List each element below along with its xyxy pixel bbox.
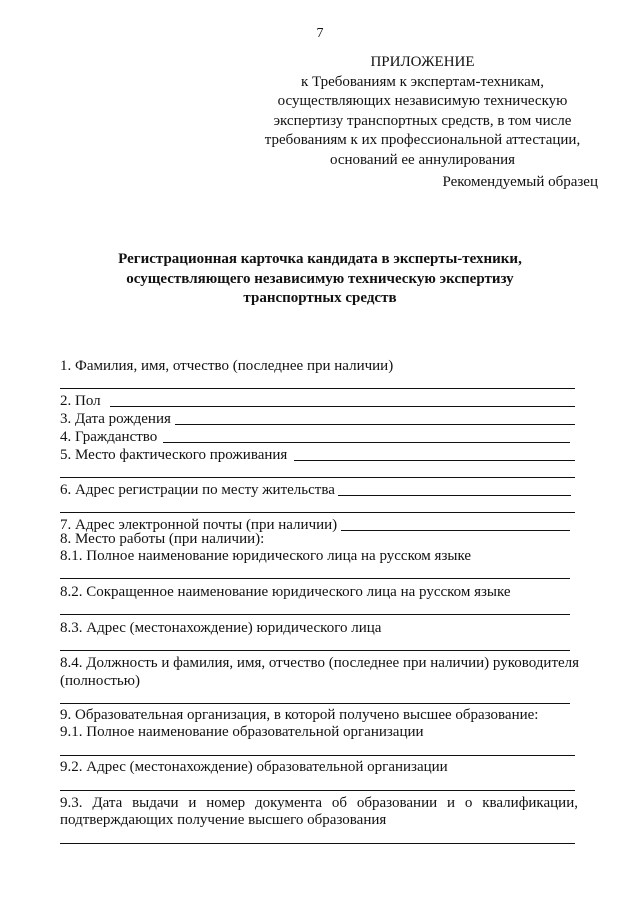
form-title [60, 250, 580, 309]
field-label-email: 7. Адрес электронной почты (при наличии) [60, 517, 338, 533]
appendix-line: оснований ее аннулирования [329, 151, 516, 168]
title-line: транспортных средств [243, 290, 397, 306]
field-label-director-cont: (полностью) [60, 673, 140, 689]
field-label-edu-full-name: 9.1. Полное наименование образовательной организации [60, 724, 424, 740]
appendix-heading: ПРИЛОЖЕНИЕ [370, 54, 475, 70]
field-label-gender: 2. Пол [60, 393, 101, 409]
title-line: Регистрационная карточка кандидата в эксперты-техники, [118, 251, 522, 267]
field-label-director: 8.4. Должность и фамилия, имя, отчество (последнее при наличии) руководителя [60, 655, 580, 671]
field-label-org-full-name: 8.1. Полное наименование юридического лица на русском языке [60, 548, 472, 564]
diploma-field[interactable] [60, 843, 575, 844]
field-label-org-address: 8.3. Адрес (местонахождение) юридического лица [60, 620, 382, 636]
full-name-field[interactable] [60, 388, 575, 389]
org-address-field[interactable] [60, 650, 570, 651]
field-label-diploma: 9.3. Дата выдачи и номер документа об образовании и о квалификации, [60, 795, 578, 811]
appendix-line: экспертизу транспортных средств, в том числе [273, 112, 572, 129]
appendix-line: требованиям к их профессиональной аттестации, [264, 132, 581, 148]
appendix-line: осуществляющих независимую техническую [277, 93, 568, 109]
appendix-header [250, 53, 595, 170]
field-label-org-short-name: 8.2. Сокращенное наименование юридического лица на русском языке [60, 584, 511, 600]
org-full-name-field[interactable] [60, 578, 570, 579]
director-field[interactable] [60, 703, 570, 704]
field-label-full-name: 1. Фамилия, имя, отчество (последнее при наличии) [60, 358, 394, 374]
field-label-edu-address: 9.2. Адрес (местонахождение) образовательной организации [60, 759, 448, 775]
title-line: осуществляющего независимую техническую экспертизу [126, 270, 514, 287]
org-short-name-field[interactable] [60, 614, 570, 615]
field-label-workplace: 8. Место работы (при наличии): [60, 531, 265, 547]
residence-field-line-2[interactable] [60, 477, 575, 478]
field-label-citizenship: 4. Гражданство [60, 429, 158, 445]
field-label-diploma-cont: подтверждающих получение высшего образования [60, 812, 387, 828]
gender-field[interactable] [110, 406, 575, 407]
appendix-line: к Требованиям к экспертам-техникам, [300, 73, 545, 90]
field-label-residence: 5. Место фактического проживания [60, 447, 288, 463]
residence-field[interactable] [294, 460, 575, 461]
registration-address-field[interactable] [338, 495, 571, 496]
email-field[interactable] [341, 530, 570, 531]
page-number: 7 [316, 26, 324, 41]
registration-address-field-line-2[interactable] [60, 512, 575, 513]
edu-full-name-field[interactable] [60, 755, 575, 756]
birth-date-field[interactable] [175, 424, 575, 425]
field-label-birth-date: 3. Дата рождения [60, 411, 171, 427]
sample-label: Рекомендуемый образец [442, 174, 598, 190]
field-label-education-org: 9. Образовательная организация, в которой получено высшее образование: [60, 707, 539, 723]
citizenship-field[interactable] [163, 442, 570, 443]
edu-address-field[interactable] [60, 790, 575, 791]
field-label-registration-address: 6. Адрес регистрации по месту жительства [60, 482, 335, 498]
